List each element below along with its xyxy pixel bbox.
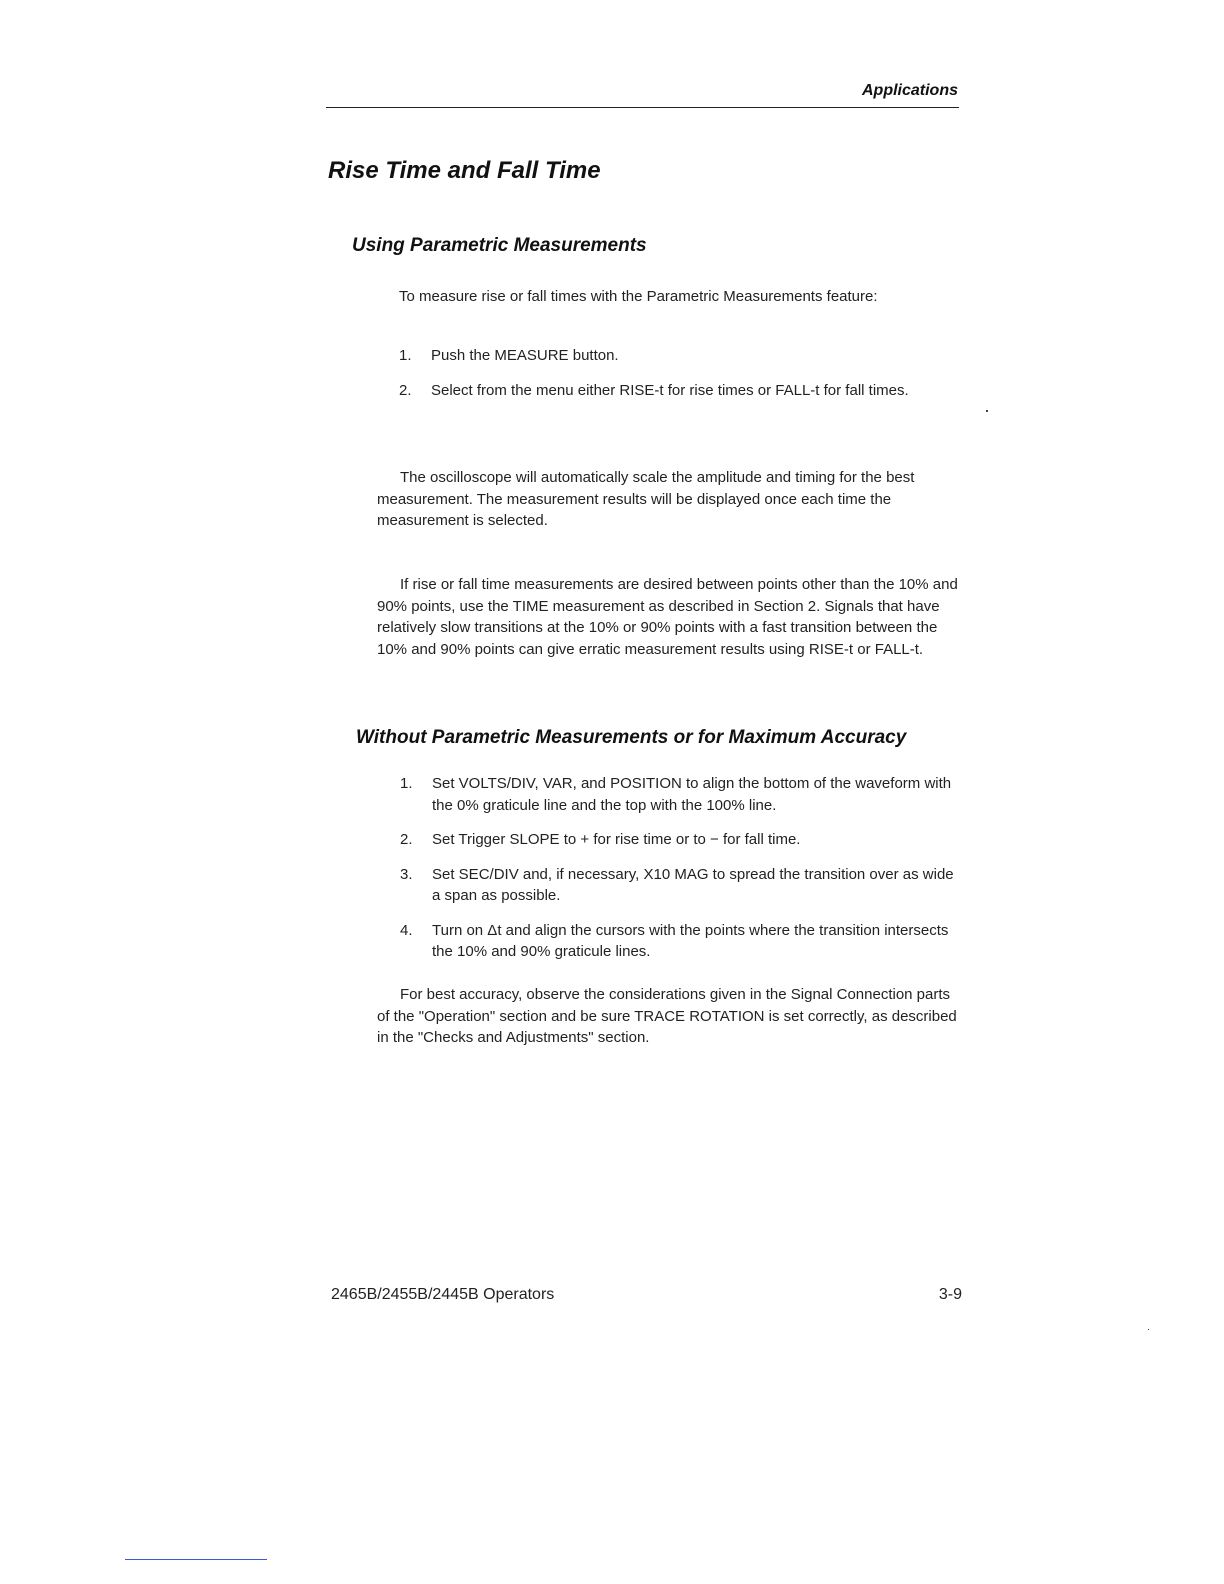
footer-manual-name: 2465B/2455B/2445B Operators [331, 1286, 555, 1303]
step-number: 1. [399, 347, 412, 364]
list-item [399, 380, 909, 402]
footer-page-number: 3-9 [938, 1286, 962, 1303]
step-text: Push the MEASURE button. [431, 347, 619, 364]
step-number: 3. [400, 865, 413, 883]
step-number: 2. [400, 831, 413, 848]
parametric-paragraph-1: The oscilloscope will automatically scale the amplitude and timing for the best measurement. The measurement results will be displayed once each time the measurement is selected. [377, 469, 915, 529]
step-number: 4. [400, 921, 413, 939]
bottom-link-line [125, 1559, 267, 1560]
list-item [400, 829, 960, 851]
parametric-steps [399, 345, 909, 414]
list-item [400, 920, 960, 963]
step-text: Select from the menu either RISE-t for rise times or FALL-t for fall times. [431, 381, 909, 399]
scan-speck [1148, 1329, 1149, 1330]
manual-paragraph: For best accuracy, observe the considerations given in the Signal Connection parts of the "Operation" section and be sure TRACE ROTATION is set correctly, as described in the "Checks and Adjustments" section. [377, 986, 957, 1046]
step-text: Set Trigger SLOPE to + for rise time or to − for fall time. [432, 831, 801, 848]
manual-steps [400, 773, 960, 976]
step-number: 1. [400, 775, 413, 792]
step-text: Set VOLTS/DIV, VAR, and POSITION to align the bottom of the waveform with the 0% graticule line and the top with the 100% line. [432, 775, 952, 814]
page-header-title: Applications [861, 82, 958, 99]
list-item [399, 345, 909, 367]
list-item [400, 864, 960, 907]
scan-speck [986, 410, 988, 412]
manual-subsection-title: Without Parametric Measurements or for Maximum Accuracy [356, 727, 907, 748]
section-title: Rise Time and Fall Time [328, 157, 601, 184]
header-rule [326, 107, 959, 108]
parametric-intro: To measure rise or fall times with the Parametric Measurements feature: [399, 288, 878, 305]
parametric-paragraph-2: If rise or fall time measurements are desired between points other than the 10% and 90% points, use the TIME measurement as described in Section 2. Signals that have relatively slow transitions at the 10% or 90% points with a fast transition between the 10% and 90% points can give erratic measurement results using RISE-t or FALL-t. [377, 576, 958, 658]
parametric-subsection-title: Using Parametric Measurements [352, 235, 647, 256]
list-item [400, 773, 960, 816]
step-text: Set SEC/DIV and, if necessary, X10 MAG to spread the transition over as wide a span as possible. [432, 865, 954, 904]
step-text: Turn on Δt and align the cursors with the points where the transition intersects the 10% and 90% graticule lines. [432, 921, 949, 960]
step-number: 2. [399, 381, 412, 399]
